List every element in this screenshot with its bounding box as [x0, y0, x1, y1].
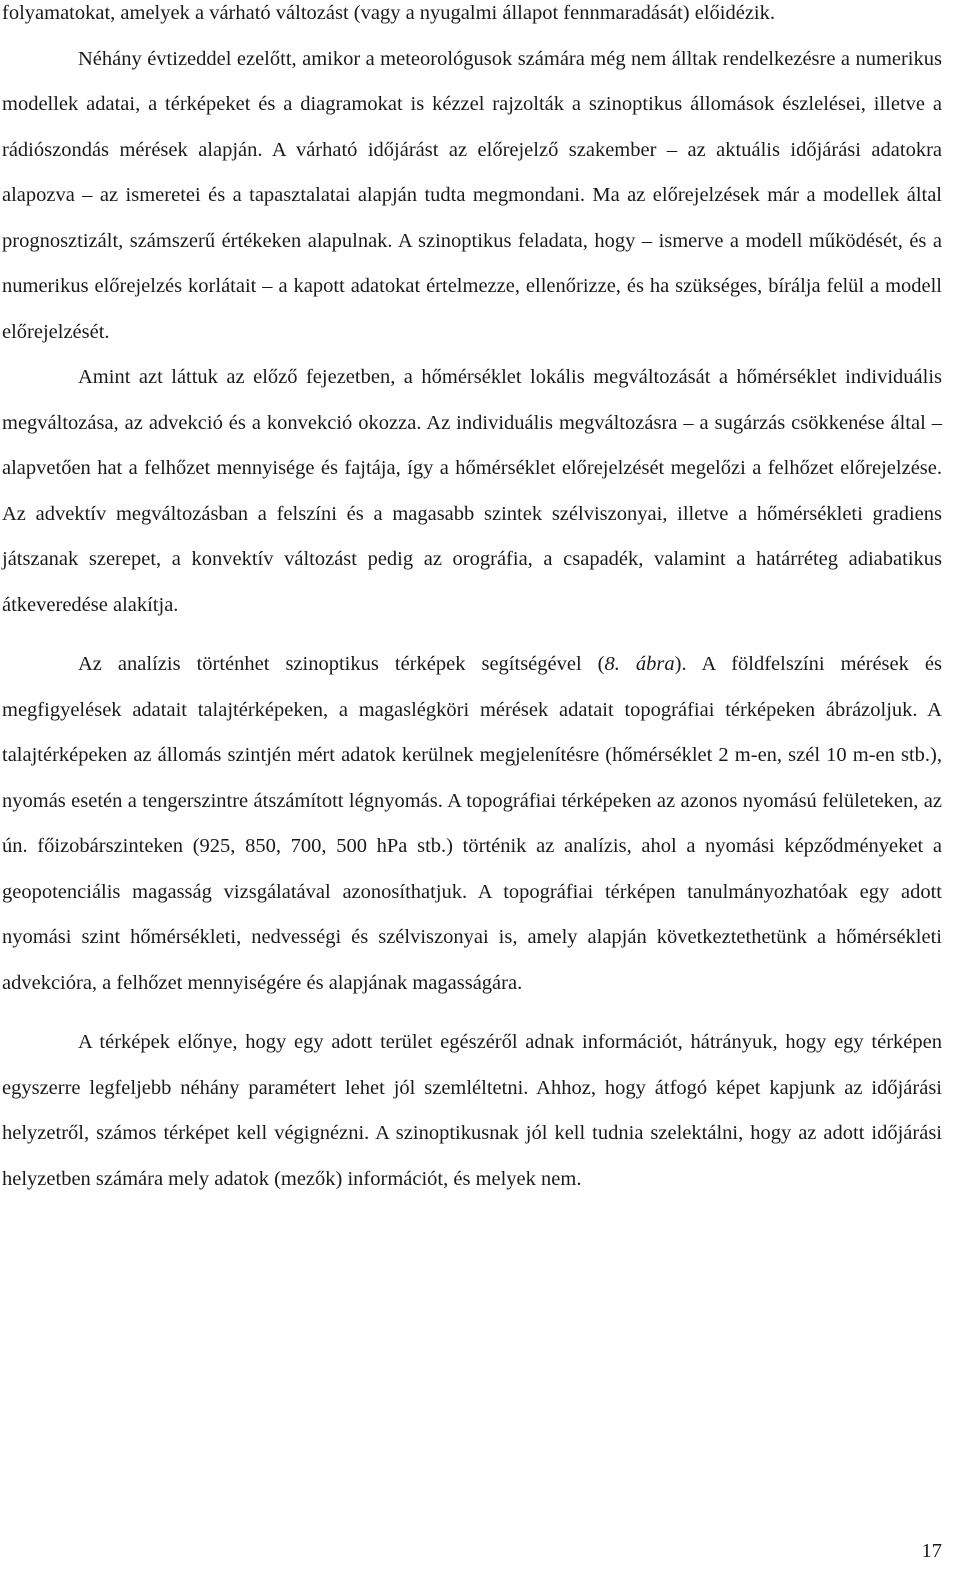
- figure-reference[interactable]: 8. ábra: [604, 653, 675, 675]
- paragraph-gap: [2, 1006, 942, 1020]
- paragraph-map-advantages: A térképek előnye, hogy egy adott terület egészéről adnak információt, hátrányuk, hogy egy térképen egyszerre legfeljebb néhány paramétert lehet jól szemléltetni. Ahhoz, hogy átfogó képet kapjunk az időjárási helyzetről, számos térképet kell végignézni. A szinoptikusnak jól kell tudnia szelektálni, hogy az adott időjárási helyzetben számára mely adatok (mezők) információt, és melyek nem.: [2, 1031, 942, 1190]
- paragraph-synoptic-analysis: [2, 642, 942, 1006]
- paragraph-text-after-ref: ). A földfelszíni mérések és megfigyelések adatait talajtérképeken, a magaslégköri mérések adatait topográfiai térképeken ábrázoljuk. A talajtérképeken az állomás szintjén mért adatok kerülnek megjelenítésre (hőmérséklet 2 m-en, szél 10 m-en stb.), nyomás esetén a tengerszintre átszámított légnyomás. A topográfiai térképeken az azonos nyomású felületeken, az ún. főizobárszinteken (925, 850, 700, 500 hPa stb.) történik az analízis, ahol a nyomási képződményeket a geopotenciális magasság vizsgálatával azonosíthatjuk. A topográfiai térképen tanulmányozhatóak egy adott nyomási szint hőmérsékleti, nedvességi és szélviszonyai is, amely alapján következtethetünk a hőmérsékleti advekcióra, a felhőzet mennyiségére és alapjának magasságára.: [2, 653, 942, 994]
- page-number: 17: [921, 1540, 942, 1562]
- paragraph-text-before-ref: Az analízis történhet szinoptikus térképek segítségével (: [78, 653, 605, 675]
- paragraph-temperature-change: Amint azt láttuk az előző fejezetben, a hőmérséklet lokális megváltozását a hőmérséklet individuális megváltozása, az advekció és a konvekció okozza. Az individuális megváltozásra – a sugárzás csökkenése által – alapvetően hat a felhőzet mennyisége és fajtája, így a hőmérséklet előrejelzését megelőzi a felhőzet előrejelzése. Az advektív megváltozásban a felszíni és a magasabb szintek szélviszonyai, illetve a hőmérsékleti gradiens játszanak szerepet, a konvektív változást pedig az orográfia, a csapadék, valamint a határréteg adiabatikus átkeveredése alakítja.: [2, 366, 942, 616]
- document-page: [2, 0, 942, 1202]
- paragraph-continuation: folyamatokat, amelyek a várható változást (vagy a nyugalmi állapot fennmaradását) előidézik.: [2, 2, 775, 24]
- paragraph-forecasting-history: Néhány évtizeddel ezelőtt, amikor a meteorológusok számára még nem álltak rendelkezésre a numerikus modellek adatai, a térképeket és a diagramokat is kézzel rajzolták a szinoptikus állomások észlelései, illetve a rádiószondás mérések alapján. A várható időjárást az előrejelző szakember – az aktuális időjárási adatokra alapozva – az ismeretei és a tapasztalatai alapján tudta megmondani. Ma az előrejelzések már a modellek által prognosztizált, számszerű értékeken alapulnak. A szinoptikus feladata, hogy – ismerve a modell működését, és a numerikus előrejelzés korlátait – a kapott adatokat értelmezze, ellenőrizze, és ha szükséges, bírálja felül a modell előrejelzését.: [2, 47, 942, 343]
- paragraph-gap: [2, 628, 942, 642]
